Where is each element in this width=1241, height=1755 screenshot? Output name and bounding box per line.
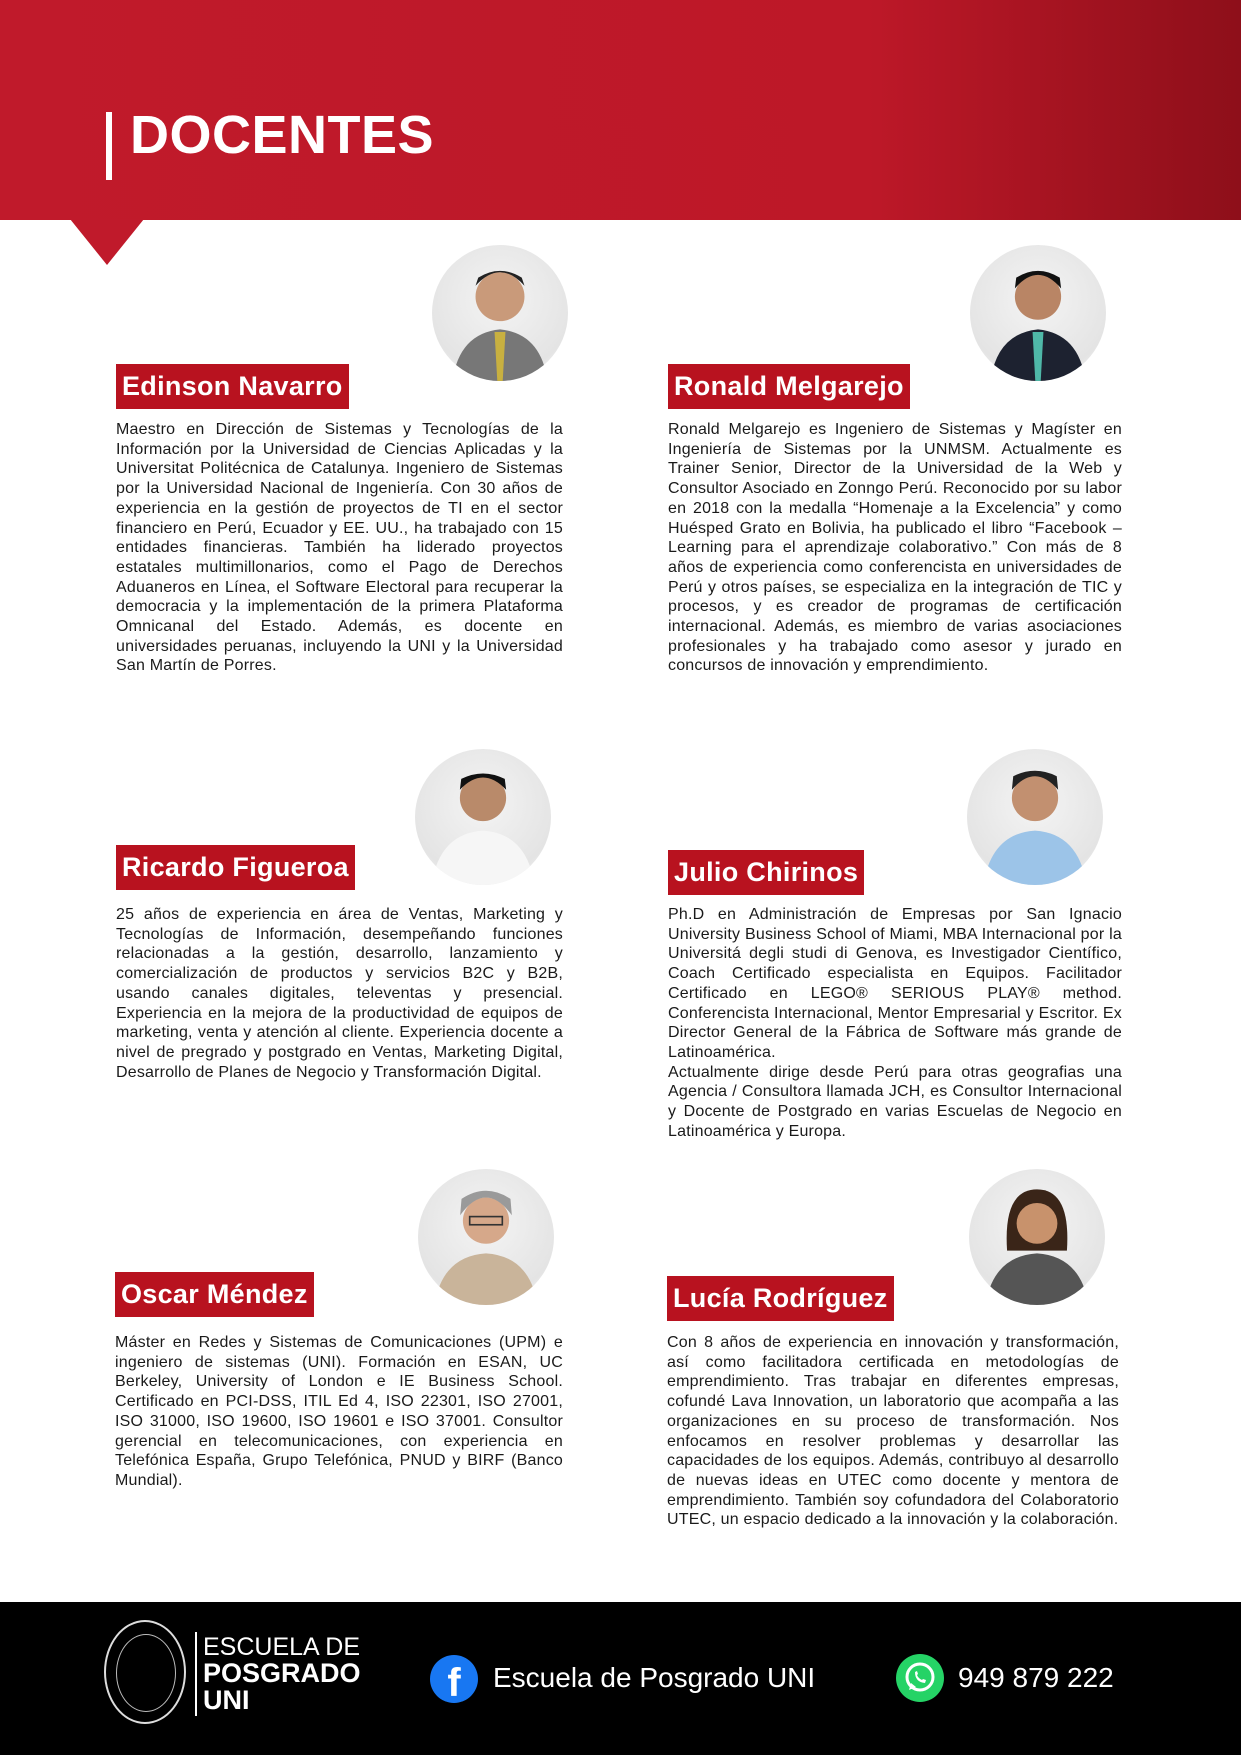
teacher-name: Julio Chirinos	[668, 850, 864, 895]
avatar-ronald-melgarejo	[970, 245, 1106, 381]
logo-line-1: ESCUELA DE	[203, 1633, 361, 1661]
header-banner	[0, 0, 1241, 220]
school-logo-text	[203, 1635, 361, 1714]
teacher-bio: Maestro en Dirección de Sistemas y Tecnologías de la Información por la Universidad de Ciencias Aplicadas y la Universitat Politécnica de Catalunya. Ingeniero de Sistemas por la Universidad Nacional de Ingeniería. Con 30 años de experiencia en la gestión de proyectos de TI en el sector financiero en Perú, Ecuador y EE. UU., ha trabajado con 15 entidades financieras. También ha liderado proyectos estatales multimillonarios, como el Pago de Derechos Aduaneros en Línea, el Software Electoral para recuperar la democracia y la implementación de la primera Plataforma Omnicanal del Estado. Además, es docente en universidades peruanas, incluyendo la UNI y la Universidad San Martín de Porres.	[116, 421, 563, 675]
teacher-bio: 25 años de experiencia en área de Ventas, Marketing y Tecnologías de Información, desempeñando funciones relacionadas a la gestión, desarrollo, lanzamiento y comercialización de productos y servicios B2C y B2B, usando canales digitales, televentas y presencial. Experiencia en la mejora de la productividad de equipos de marketing, venta y atención al cliente. Experiencia docente a nivel de pregrado y postgrado en Ventas, Marketing Digital, Desarrollo de Planes de Negocio y Transformación Digital.	[116, 906, 563, 1081]
title-accent-bar	[106, 112, 112, 180]
logo-line-2: POSGRADO	[203, 1658, 361, 1688]
teacher-bio: Ph.D en Administración de Empresas por San Ignacio University Business School of Miami, MBA Internacional por la Universitá degli studi di Genova, es Investigador Científico, Coach Certificado especialista en Equipos. Facilitador Certificado en LEGO® SERIOUS PLAY® method. Conferencista Internacional, Mentor Empresarial y Escritor. Ex Director General de la Fábrica de Software más grande de Latinoamérica.	[668, 906, 1122, 1061]
avatar-lucia-rodriguez	[969, 1169, 1105, 1305]
avatar-ricardo-figueroa	[415, 749, 551, 885]
avatar-oscar-mendez	[418, 1169, 554, 1305]
teacher-name: Ronald Melgarejo	[668, 364, 910, 409]
footer	[0, 1602, 1241, 1755]
logo-divider	[195, 1632, 197, 1716]
logo-line-3: UNI	[203, 1685, 250, 1715]
university-seal-logo	[104, 1620, 186, 1724]
teacher-name: Edinson Navarro	[116, 364, 349, 409]
teacher-bio: Con 8 años de experiencia en innovación y transformación, así como facilitadora certificada en metodologías de emprendimiento. Tras trabajar en diferentes empresas, cofundé Lava Innovation, un laboratorio que acompaña a las organizaciones en su proceso de transformación. Nos enfocamos en resolver problemas y desarrollar las capacidades de los equipos. Además, contribuyo al desarrollo de nuevas ideas en UTEC como docente y mentora de emprendimiento. También soy cofundadora del Colaboratorio UTEC, un espacio dedicado a la innovación y la colaboración.	[667, 1334, 1119, 1529]
teacher-name: Lucía Rodríguez	[667, 1276, 894, 1321]
facebook-icon[interactable]: f	[430, 1655, 478, 1703]
teacher-name: Oscar Méndez	[115, 1272, 314, 1317]
page-title: DOCENTES	[130, 105, 435, 165]
teacher-name: Ricardo Figueroa	[116, 845, 355, 890]
facebook-link[interactable]: Escuela de Posgrado UNI	[493, 1662, 816, 1693]
avatar-edinson-navarro	[432, 245, 568, 381]
header-pointer	[70, 219, 144, 265]
whatsapp-icon[interactable]	[896, 1654, 944, 1702]
avatar-julio-chirinos	[967, 749, 1103, 885]
teacher-bio: Ronald Melgarejo es Ingeniero de Sistemas y Magíster en Ingeniería de Sistemas por la UNMSM. Actualmente es Trainer Senior, Director de la Universidad de la Web y Consultor Asociado en Zonngo Perú. Reconocido por su labor en 2018 con la medalla “Homenaje a la Excelencia” y como Huésped Grato en Bolivia, ha publicado el libro “Facebook – Learning para el aprendizaje colaborativo.” Con más de 8 años de experiencia como conferencista en universidades de Perú y otros países, se especializa en la integración de TIC y procesos, y es creador de programas de certificación internacional. Además, es miembro de varias asociaciones profesionales y ha trabajado como asesor y jurado en concursos de innovación y emprendimiento.	[668, 421, 1122, 675]
teacher-bio-continued: Actualmente dirige desde Perú para otras geografias una Agencia / Consultora llamada JCH, es Consultor Internacional y Docente de Postgrado en varias Escuelas de Negocio en Latinoamérica y Europa.	[668, 1063, 1122, 1140]
whatsapp-phone[interactable]: 949 879 222	[958, 1662, 1114, 1693]
teacher-bio-block	[668, 905, 1122, 1141]
teacher-bio: Máster en Redes y Sistemas de Comunicaciones (UPM) e ingeniero de sistemas (UNI). Formación en ESAN, UC Berkeley, University of London e IE Business School. Certificado en PCI-DSS, ITIL Ed 4, ISO 22301, ISO 27001, ISO 31000, ISO 19600, ISO 19601 e ISO 37001. Consultor gerencial en telecomunicaciones, con experiencia en Telefónica España, Grupo Telefónica, PNUD y BIRF (Banco Mundial).	[115, 1334, 563, 1489]
